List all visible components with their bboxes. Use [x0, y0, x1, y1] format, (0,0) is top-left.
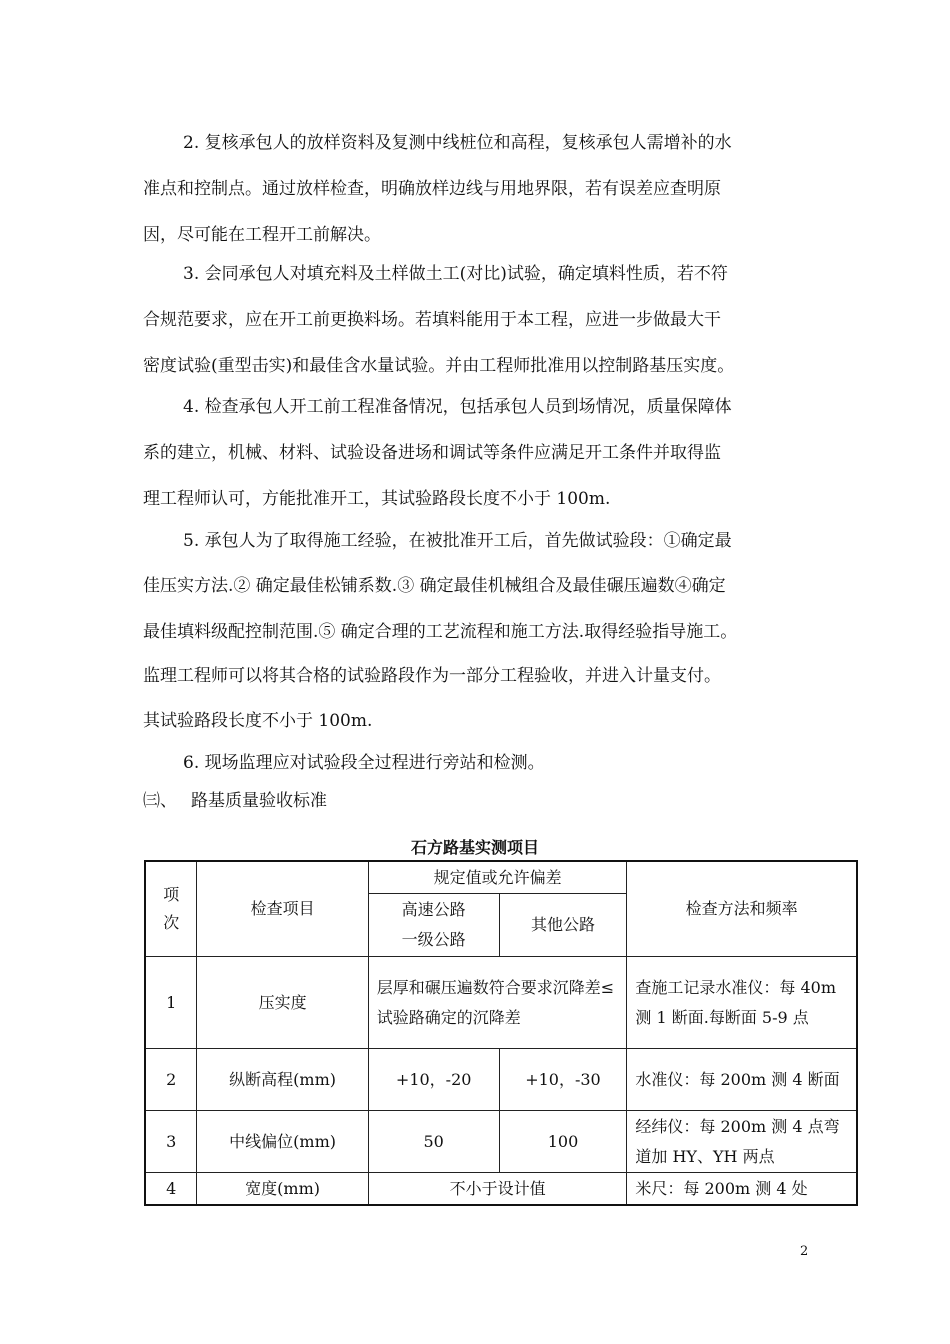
- row-no: 4: [145, 1173, 197, 1206]
- row-method: 查施工记录水准仪：每 40m 测 1 断面.每断面 5-9 点: [627, 957, 857, 1049]
- row-highway: +10，-20: [368, 1049, 499, 1111]
- page-number: 2: [800, 1244, 809, 1259]
- inspection-table: [144, 860, 858, 1206]
- row-highway: 50: [368, 1111, 499, 1173]
- paragraph-line: 系的建立，机械、材料、试验设备进场和调试等条件应满足开工条件并取得监: [143, 443, 721, 463]
- row-item: 压实度: [197, 957, 368, 1049]
- header-method: 检查方法和频率: [627, 861, 857, 957]
- table-row: [145, 1111, 857, 1173]
- paragraph-line: 理工程师认可，方能批准开工，其试验路段长度不小于 100m.: [143, 489, 611, 509]
- header-highway: 高速公路一级公路: [368, 894, 499, 957]
- row-other: 100: [499, 1111, 627, 1173]
- row-other: +10，-30: [499, 1049, 627, 1111]
- row-no: 2: [145, 1049, 197, 1111]
- table-row: [145, 957, 857, 1049]
- section-heading: [143, 790, 327, 812]
- row-value: 层厚和碾压遍数符合要求沉降差≤试验路确定的沉降差: [368, 957, 627, 1049]
- paragraph-line: 合规范要求，应在开工前更换料场。若填料能用于本工程，应进一步做最大干: [143, 310, 721, 330]
- paragraph-line: 最佳填料级配控制范围.⑤ 确定合理的工艺流程和施工方法.取得经验指导施工。: [143, 622, 738, 642]
- table-title: 石方路基实测项目: [410, 838, 539, 857]
- paragraph-line: 4. 检查承包人开工前工程准备情况，包括承包人员到场情况，质量保障体: [183, 397, 732, 417]
- section-number: ㈢、: [143, 791, 177, 811]
- table-row: [145, 1049, 857, 1111]
- header-allowed: 规定值或允许偏差: [368, 861, 627, 894]
- paragraph-line: 准点和控制点。通过放样检查，明确放样边线与用地界限，若有误差应查明原: [143, 179, 721, 199]
- paragraph-line: 佳压实方法.② 确定最佳松铺系数.③ 确定最佳机械组合及最佳碾压遍数④确定: [143, 576, 726, 596]
- row-item: 纵断高程(mm): [197, 1049, 368, 1111]
- section-title: 路基质量验收标准: [191, 791, 327, 811]
- paragraph-line: 5. 承包人为了取得施工经验，在被批准开工后，首先做试验段：①确定最: [183, 531, 732, 551]
- row-item: 宽度(mm): [197, 1173, 368, 1206]
- paragraph-line: 因，尽可能在工程开工前解决。: [143, 225, 381, 245]
- header-other: 其他公路: [499, 894, 627, 957]
- row-method: 米尺：每 200m 测 4 处: [627, 1173, 857, 1206]
- row-no: 3: [145, 1111, 197, 1173]
- row-value: 不小于设计值: [368, 1173, 627, 1206]
- table-header-row: [145, 861, 857, 894]
- paragraph-line: 密度试验(重型击实)和最佳含水量试验。并由工程师批准用以控制路基压实度。: [143, 356, 735, 376]
- row-item: 中线偏位(mm): [197, 1111, 368, 1173]
- row-no: 1: [145, 957, 197, 1049]
- paragraph-line: 3. 会同承包人对填充料及土样做土工(对比)试验，确定填料性质，若不符: [183, 264, 728, 284]
- paragraph-line: 监理工程师可以将其合格的试验路段作为一部分工程验收，并进入计量支付。: [143, 666, 721, 686]
- header-item-no: 项次: [145, 861, 197, 957]
- table-row: [145, 1173, 857, 1206]
- header-check-item: 检查项目: [197, 861, 368, 957]
- paragraph-line: 其试验路段长度不小于 100m.: [143, 711, 373, 731]
- paragraph-line: 6. 现场监理应对试验段全过程进行旁站和检测。: [183, 753, 545, 773]
- row-method: 水准仪：每 200m 测 4 断面: [627, 1049, 857, 1111]
- paragraph-line: 2. 复核承包人的放样资料及复测中线桩位和高程，复核承包人需增补的水: [183, 133, 732, 153]
- row-method: 经纬仪：每 200m 测 4 点弯道加 HY、YH 两点: [627, 1111, 857, 1173]
